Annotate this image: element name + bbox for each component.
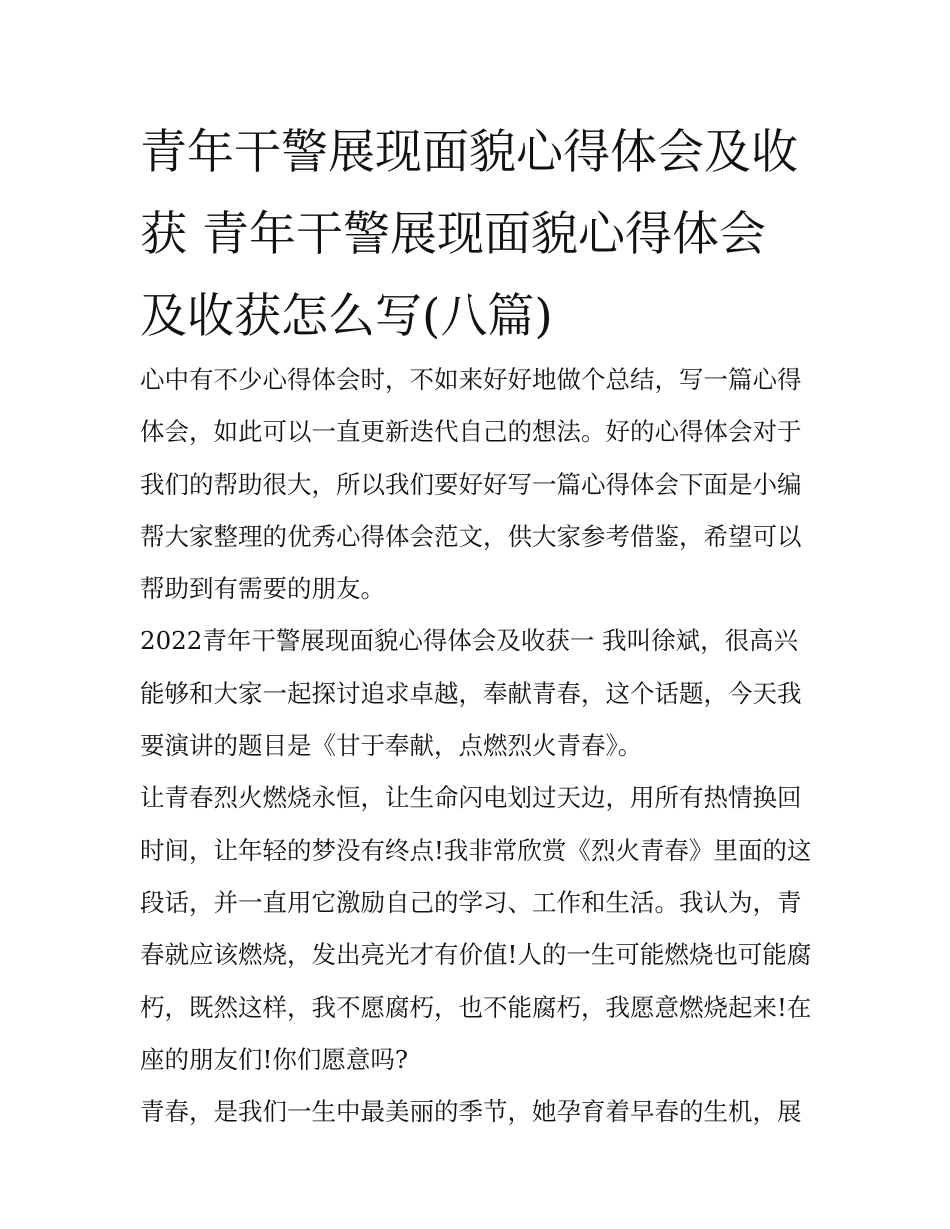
document-title: 青年干警展现面貌心得体会及收获 青年干警展现面貌心得体会及收获怎么写(八篇) [140,125,798,344]
paragraph-section-one: 2022青年干警展现面貌心得体会及收获一 我叫徐斌，很高兴能够和大家一起探讨追求卓越，奉献青春，这个话题，今天我要演讲的题目是《甘于奉献，点燃烈火青春》。 [140,626,802,761]
document-body [140,354,812,1138]
paragraph-youth-season: 青春，是我们一生中最美丽的季节，她孕育着早春的生机，展 [140,1097,802,1127]
paragraph-youth-fire: 让青春烈火燃烧永恒，让生命闪电划过天边，用所有热情换回时间，让年轻的梦没有终点!我非常欣赏《烈火青春》里面的这段话，并一直用它激励自己的学习、工作和生活。我认为，青春就应该燃烧，发出亮光才有价值!人的一生可能燃烧也可能腐朽，既然这样，我不愿腐朽，也不能腐朽，我愿意燃烧起来!在座的朋友们!你们愿意吗? [140,783,812,1074]
paragraph-intro: 心中有不少心得体会时，不如来好好地做个总结，写一篇心得体会，如此可以一直更新迭代自己的想法。好的心得体会对于我们的帮助很大，所以我们要好好写一篇心得体会下面是小编帮大家整理的优秀心得体会范文，供大家参考借鉴，希望可以帮助到有需要的朋友。 [140,365,802,604]
